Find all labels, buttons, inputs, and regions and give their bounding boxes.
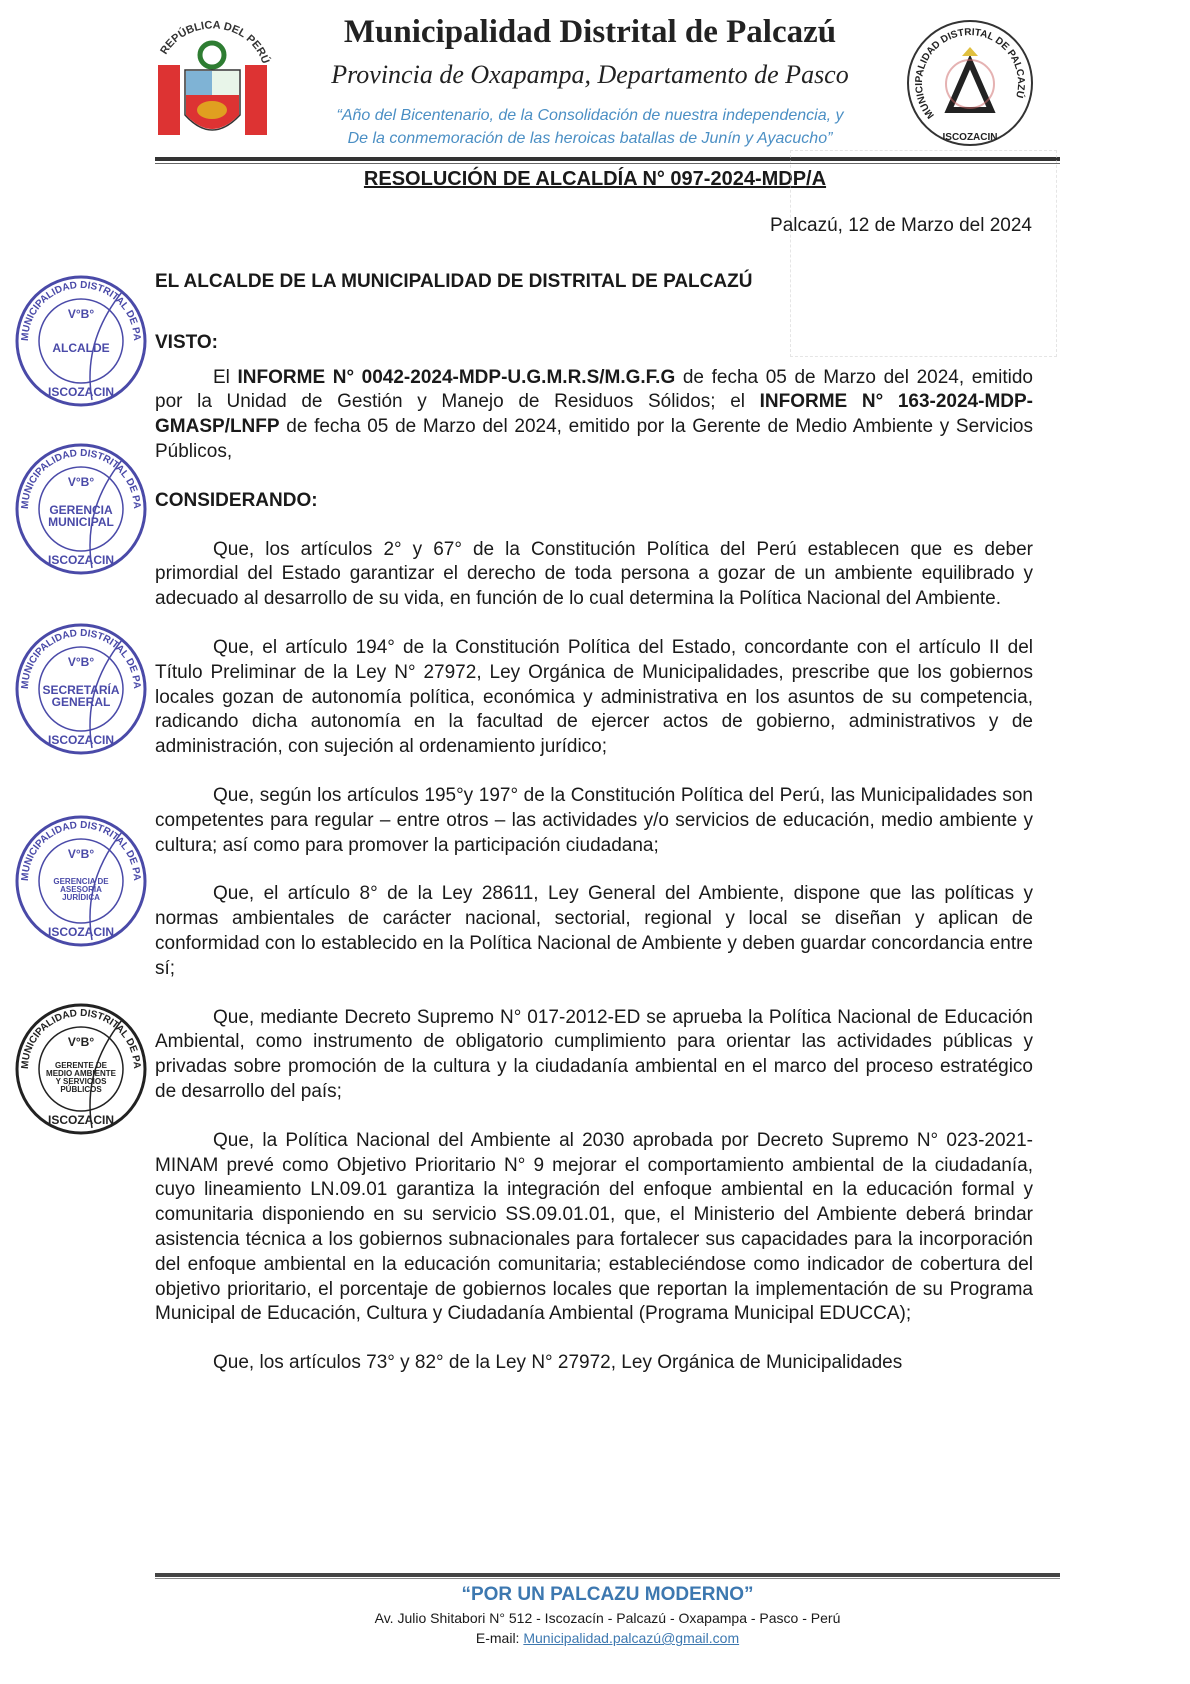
document-body	[155, 270, 1033, 1400]
peru-coat-of-arms-logo	[150, 15, 275, 150]
paragraph: Que, los artículos 73° y 82° de la Ley N° 27972, Ley Orgánica de Municipalidades	[213, 1352, 903, 1374]
stamp-office: ALCALDE	[52, 341, 110, 355]
vb-stamp	[12, 812, 150, 950]
email-label: E-mail:	[475, 1630, 520, 1646]
svg-text:MUNICIPALIDAD DISTRITAL DE PAL: MUNICIPALIDAD DISTRITAL DE PALCAZÚ	[913, 27, 1027, 121]
paragraph: Que, el artículo 194° de la Constitución Política del Estado, concordante con el artículo II del Título Preliminar de la Ley N° 27972, Ley Orgánica de Municipalidades, prescribe que los gobiernos locales gozan de autonomía política, económica y administrativa en los asuntos de su competencia, radicando dicha autonomía en la facultad de ejercer actos de gobierno, administrativos y de administración, con sujeción al ordenamiento jurídico;	[155, 636, 1033, 758]
svg-text:MUNICIPALIDAD DISTRITAL DE PAL: MUNICIPALIDAD DISTRITAL DE PA	[19, 819, 143, 882]
municipality-title: Municipalidad Distrital de Palcazú	[343, 14, 837, 50]
svg-text:ISCOZACIN: ISCOZACIN	[48, 733, 114, 747]
motto-line-1: “Año del Bicentenario, de la Consolidación de nuestra independencia, y	[336, 107, 844, 124]
svg-text:ISCOZACIN: ISCOZACIN	[48, 925, 114, 939]
svg-text:MUNICIPALIDAD DISTRITAL DE PAL: MUNICIPALIDAD DISTRITAL DE PA	[19, 279, 143, 342]
vb-stamp	[12, 1000, 150, 1138]
svg-text:ISCOZACIN: ISCOZACIN	[48, 385, 114, 399]
stamp-office: Y SERVICIOS	[55, 1077, 107, 1086]
vb-stamp	[12, 272, 150, 410]
vb-stamp	[12, 440, 150, 578]
province-subtitle: Provincia de Oxapampa, Departamento de Pasco	[331, 60, 849, 89]
vb-stamp	[12, 620, 150, 758]
svg-text:MUNICIPALIDAD DISTRITAL DE PAL: MUNICIPALIDAD DISTRITAL DE PA	[19, 447, 143, 510]
svg-text:MUNICIPALIDAD DISTRITAL DE PAL: MUNICIPALIDAD DISTRITAL DE PA	[19, 1007, 143, 1070]
stamp-office: MUNICIPAL	[48, 515, 114, 529]
footer-email	[155, 1630, 1060, 1646]
stamp-office: GERENTE DE	[54, 1061, 108, 1070]
paragraph: Que, los artículos 2° y 67° de la Constitución Política del Perú establecen que es deber primordial del Estado garantizar el derecho de toda persona a gozar de un ambiente equilibrado y adecuado al desarrollo de su vida, en función de lo cual determina la Política Nacional del Ambiente.	[155, 538, 1033, 610]
resolution-title: RESOLUCIÓN DE ALCALDÍA N° 097-2024-MDP/A	[363, 168, 827, 190]
addressee: EL ALCALDE DE LA MUNICIPALIDAD DE DISTRITAL DE PALCAZÚ	[155, 271, 753, 292]
paragraph: Que, según los artículos 195°y 197° de la Constitución Política del Perú, las Municipalidades son competentes para regular – entre otros – las actividades y/o servicios de educación, medio ambiente y cultura; así como para promover la participación ciudadana;	[155, 784, 1033, 856]
svg-text:V°B°: V°B°	[67, 475, 95, 489]
stamp-office: JURÍDICA	[62, 893, 100, 902]
svg-text:ISCOZACIN: ISCOZACIN	[48, 1113, 114, 1127]
considerando-heading: CONSIDERANDO:	[155, 489, 318, 511]
svg-text:REPÚBLICA DEL PERÚ: REPÚBLICA DEL PERÚ	[158, 19, 272, 66]
visto-heading: VISTO:	[155, 331, 218, 353]
svg-text:MUNICIPALIDAD DISTRITAL DE PAL: MUNICIPALIDAD DISTRITAL DE PA	[19, 627, 143, 690]
footer-motto: “POR UN PALCAZU MODERNO”	[461, 1584, 754, 1605]
svg-text:ISCOZACIN: ISCOZACIN	[48, 553, 114, 567]
paragraph: Que, la Política Nacional del Ambiente al 2030 aprobada por Decreto Supremo N° 023-2021-MINAM prevé como Objetivo Prioritario N° 9 mejorar el comportamiento ambiental de la ciudadanía, cuyo lineamiento LN.09.01 garantiza la integración del enfoque ambiental en la educación formal y comunitaria disponiendo en su servicio SS.09.01.01, que, el Ministerio del Ambiente deberá brindar asistencia técnica a los gobiernos subnacionales para fortalecer sus capacidades para la incorporación del enfoque ambiental en la educación comunitaria; estableciéndose como indicador de cobertura del objetivo prioritario, el porcentaje de gobiernos locales que reportan la implementación de su Programa Municipal de Educación, Cultura y Ciudadanía Ambiental (Programa Municipal EDUCCA);	[155, 1129, 1033, 1325]
paragraph: Que, mediante Decreto Supremo N° 017-2012-ED se aprueba la Política Nacional de Educación Ambiental, como instrumento de obligatorio cumplimiento para orientar las actividades públicas y privadas sobre promoción de la cultura y la ciudadanía ambiental en el marco del proceso estratégico de desarrollo del país;	[155, 1006, 1033, 1102]
svg-text:V°B°: V°B°	[67, 1035, 95, 1049]
stamp-office: GERENCIA	[49, 503, 113, 517]
paragraph: Que, el artículo 8° de la Ley 28611, Ley General del Ambiente, dispone que las políticas y normas ambientales de carácter nacional, sectorial, regional y local se diseñan y aplican de conformidad con lo establecido en la Política Nacional de Ambiente y deben guardar concordancia entre sí;	[155, 883, 1033, 979]
stamp-office: GERENCIA DE	[53, 877, 109, 886]
svg-text:V°B°: V°B°	[67, 307, 95, 321]
stamp-office: MEDIO AMBIENTE	[46, 1069, 116, 1078]
stamp-office: ASESORÍA	[60, 885, 102, 894]
stamp-office: PÚBLICOS	[60, 1085, 102, 1094]
footer-address: Av. Julio Shitabori N° 512 - Iscozacín - Palcazú - Oxapampa - Pasco - Perú	[374, 1610, 841, 1626]
email-link[interactable]: Municipalidad.palcazú@gmail.com	[523, 1630, 740, 1646]
footer-divider	[155, 1573, 1060, 1577]
svg-text:ISCOZACIN: ISCOZACIN	[942, 132, 998, 143]
svg-text:V°B°: V°B°	[67, 655, 95, 669]
year-motto	[280, 104, 900, 150]
municipality-emblem-logo	[905, 18, 1035, 148]
document-date: Palcazú, 12 de Marzo del 2024	[770, 215, 1032, 236]
visto-paragraph: El INFORME N° 0042-2024-MDP-U.G.M.R.S/M.G.F.G de fecha 05 de Marzo del 2024, emitido por la Unidad de Gestión y Manejo de Residuos Sólidos; el INFORME N° 163-2024-MDP-GMASP/LNFP de fecha 05 de Marzo del 2024, emitido por la Gerente de Medio Ambiente y Servicios Públicos,	[155, 366, 1033, 462]
svg-text:V°B°: V°B°	[67, 847, 95, 861]
stamp-office: GENERAL	[51, 695, 111, 709]
motto-line-2: De la conmemoración de las heroicas batallas de Junín y Ayacucho”	[347, 130, 833, 147]
footer-divider-thin	[155, 1578, 1060, 1579]
stamp-office: SECRETARÍA	[42, 683, 120, 697]
